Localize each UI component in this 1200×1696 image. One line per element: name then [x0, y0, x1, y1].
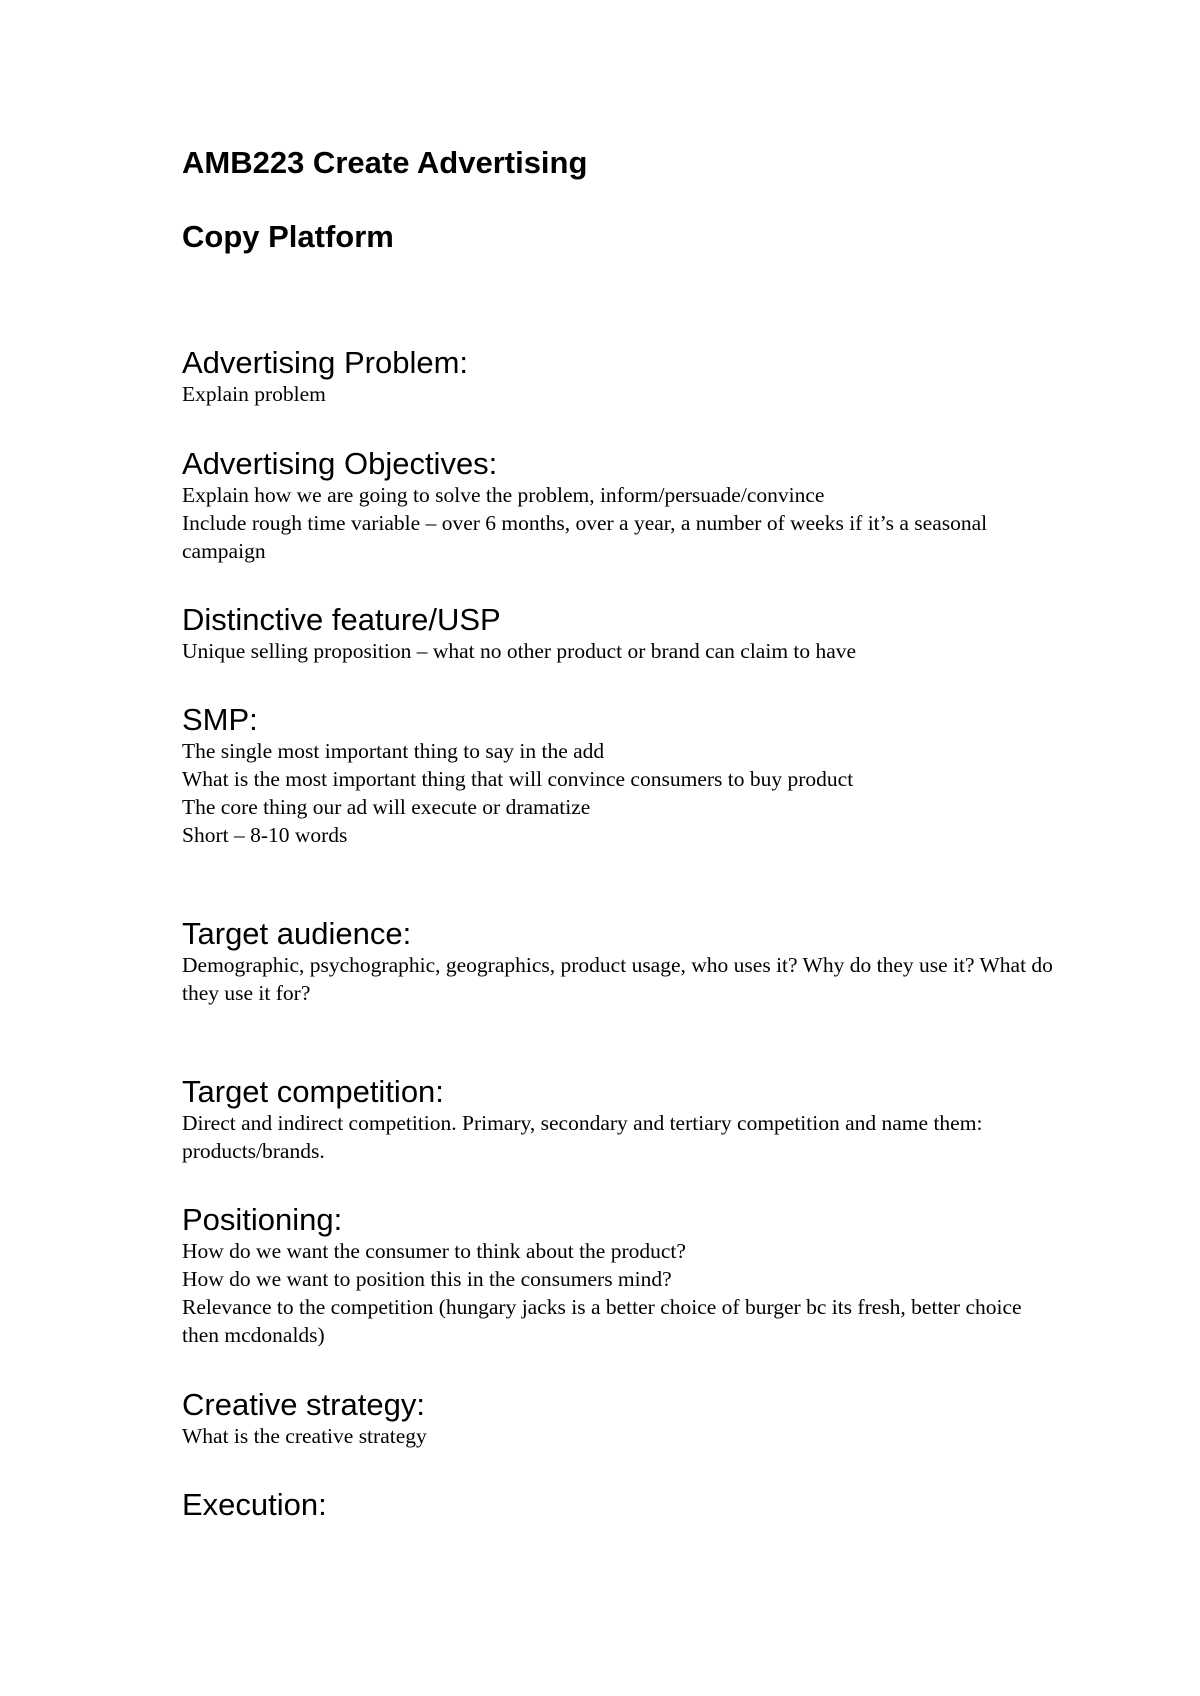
body-line: Explain problem	[182, 382, 326, 406]
section-distinctive-feature	[182, 603, 1062, 665]
section-body	[182, 1237, 1062, 1349]
document-title: AMB223 Create Advertising	[182, 145, 588, 180]
section-heading: Positioning:	[182, 1202, 343, 1237]
section-creative-strategy	[182, 1388, 1062, 1450]
body-line: Direct and indirect competition. Primary, secondary and tertiary competition and name them: products/brands.	[182, 1111, 983, 1163]
section-body	[182, 737, 1062, 849]
section-advertising-problem	[182, 346, 1062, 408]
section-body	[182, 1109, 1062, 1165]
document-content	[182, 145, 1062, 1522]
body-line: How do we want to position this in the consumers mind?	[182, 1267, 672, 1291]
section-body	[182, 951, 1062, 1007]
section-body	[182, 1422, 1062, 1450]
body-line: Unique selling proposition – what no other product or brand can claim to have	[182, 639, 857, 663]
document-subtitle: Copy Platform	[182, 219, 394, 254]
section-heading: Distinctive feature/USP	[182, 602, 501, 637]
body-line: Include rough time variable – over 6 months, over a year, a number of weeks if it’s a seasonal campaign	[182, 511, 988, 563]
section-heading: Execution:	[182, 1487, 327, 1522]
body-line: Relevance to the competition (hungary jacks is a better choice of burger bc its fresh, better choice then mcdonalds)	[182, 1295, 1022, 1347]
section-heading: Creative strategy:	[182, 1387, 425, 1422]
body-line: The single most important thing to say in the add	[182, 739, 605, 763]
body-line: Demographic, psychographic, geographics, product usage, who uses it? Why do they use it? What do they use it for?	[182, 953, 1053, 1005]
section-heading: Target audience:	[182, 916, 412, 951]
section-positioning	[182, 1203, 1062, 1349]
body-line: How do we want the consumer to think about the product?	[182, 1239, 686, 1263]
section-heading: Advertising Problem:	[182, 345, 469, 380]
section-execution	[182, 1488, 1062, 1522]
section-heading: Target competition:	[182, 1074, 444, 1109]
body-line: What is the creative strategy	[182, 1424, 427, 1448]
section-target-audience	[182, 917, 1062, 1007]
section-body	[182, 637, 1062, 665]
section-advertising-objectives	[182, 447, 1062, 565]
body-line: The core thing our ad will execute or dramatize	[182, 795, 591, 819]
body-line: Short – 8-10 words	[182, 823, 348, 847]
body-line: Explain how we are going to solve the problem, inform/persuade/convince	[182, 483, 825, 507]
section-heading: SMP:	[182, 702, 258, 737]
section-body	[182, 481, 1062, 565]
body-line: What is the most important thing that will convince consumers to buy product	[182, 767, 854, 791]
section-target-competition	[182, 1075, 1062, 1165]
section-smp	[182, 703, 1062, 849]
section-heading: Advertising Objectives:	[182, 446, 498, 481]
section-body	[182, 380, 1062, 408]
